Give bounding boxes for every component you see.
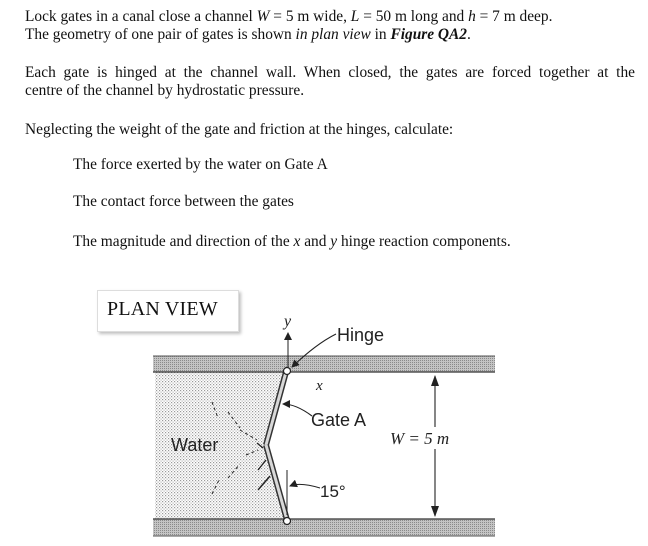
gate-a-leader: [283, 404, 312, 416]
hinge-label: Hinge: [337, 325, 385, 345]
hinge-top: [284, 368, 291, 375]
intro-line-1: Lock gates in a canal close a channel W = 5 m wide, L = 50 m long and h = 7 m deep.: [25, 8, 553, 25]
hinge-line-2: centre of the channel by hydrostatic pressure.: [25, 82, 305, 99]
top-wall: [153, 356, 495, 372]
plan-view-label-box: [97, 290, 239, 332]
hinge-line-1: Each gate is hinged at the channel wall. When closed, the gates are forced together at the: [25, 64, 635, 81]
angle-label: 15°: [320, 482, 346, 501]
neglect-statement: Neglecting the weight of the gate and friction at the hinges, calculate:: [25, 121, 454, 138]
intro-line-2: The geometry of one pair of gates is shown in plan view in Figure QA2.: [25, 26, 471, 43]
task-3: The magnitude and direction of the x and y hinge reaction components.: [73, 233, 511, 250]
y-axis-label: y: [284, 313, 292, 330]
task-1: The force exerted by the water on Gate A: [73, 156, 328, 173]
width-label: W = 5 m: [390, 429, 450, 448]
angle-arc: [290, 484, 320, 488]
x-axis-label: x: [316, 378, 323, 394]
plan-view-label: PLAN VIEW: [107, 298, 218, 320]
water-label: Water: [171, 435, 219, 455]
gate-a-label: Gate A: [311, 410, 367, 430]
hinge-bottom: [284, 518, 291, 525]
task-2: The contact force between the gates: [73, 193, 294, 210]
bottom-wall: [153, 519, 495, 536]
